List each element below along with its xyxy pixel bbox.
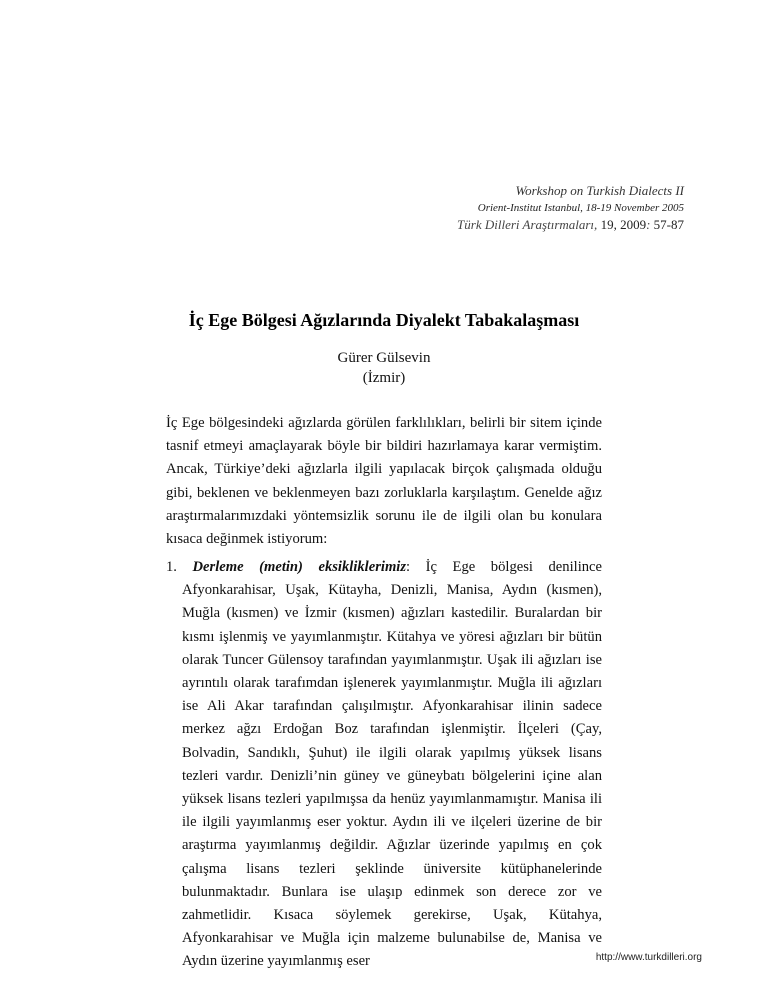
section-1-text — [166, 556, 602, 974]
section-colon: : — [406, 559, 411, 575]
paper-title: İç Ege Bölgesi Ağızlarında Diyalekt Tabakalaşması — [188, 310, 580, 330]
section-1 — [166, 556, 602, 974]
header-venue: Orient-Institut Istanbul, 18-19 November 2005 — [477, 202, 684, 214]
header-journal — [457, 216, 684, 234]
header-workshop: Workshop on Turkish Dialects II — [515, 183, 684, 198]
section-number: 1. — [166, 559, 193, 575]
author-block — [0, 348, 768, 388]
journal-pages: 57-87 — [653, 217, 684, 232]
intro-paragraph: İç Ege bölgesindeki ağızlarda görülen farklılıkları, belirli bir sitem içinde tasnif etmeyi amaçlayarak böyle bir bildiri hazırlamaya karar vermiştim. Ancak, Türkiye’deki ağızlarla ilgili yapılacak birçok çalışmada olduğu gibi, beklenen ve beklenmeyen bazı zorluklarla karşılaştım. Genelde ağız araştırmalarımızdaki yöntemsizlik sorunu ile de ilgili olan bu konulara kısaca değinmek istiyorum: — [166, 415, 602, 548]
journal-separator: : — [646, 217, 654, 232]
section-term: Derleme (metin) eksikliklerimiz — [192, 559, 407, 575]
section-body: İç Ege bölgesi denilince Afyonkarahisar, Uşak, Kütayha, Denizli, Manisa, Aydın (kısmen), Muğla (kısmen) ve İzmir (kısmen) ağızları kastedilir. Buralardan bir kısmı işlenmiş ve yayımlanmıştır. Kütahya ve yöresi ağızları bir bütün olarak Tuncer Gülensoy tarafından yayımlanmıştır. Uşak ili ağızları ise ayrıntılı olarak tarafımdan işlenerek yayımlanmıştır. Muğla ili ağızları ise Ali Akar tarafından çalışılmıştır. Afyonkarahisar ilinin sadece merkez ağzı Erdoğan Boz tarafından işlenmiştir. İlçeleri (Çay, Bolvadin, Sandıklı, Şuhut) ile ilgili olarak yapılmış yüksek lisans tezleri vardır. Denizli’nin güney ve güneybatı bölgelerini içine alan yüksek lisans tezleri yapılmışsa da henüz yayımlanmamıştır. Manisa ili ile ilgili yayımlanmış eser yoktur. Aydın ili ve ilçeleri üzerine de bir araştırma yayımlanmış değildir. Ağızlar üzerinde yapılmış en çok çalışma lisans tezleri şeklinde üniversite kütüphanelerinde bulunmaktadır. Bunlara ise ulaşıp edinmek son derece zor ve zahmetlidir. Kısaca söylemek gerekirse, Uşak, Kütahya, Afyonkarahisar ve Muğla için malzeme bulunabilse de, Manisa ve Aydın üzerine yayımlanmış eser — [182, 559, 602, 970]
journal-name: Türk Dilleri Araştırmaları, — [457, 217, 598, 232]
journal-volume: 19, 2009 — [597, 217, 647, 232]
author-name: Gürer Gülsevin — [337, 350, 431, 366]
author-affiliation: (İzmir) — [362, 370, 406, 386]
running-header — [457, 182, 684, 234]
footer-url[interactable]: http://www.turkdilleri.org — [595, 952, 702, 963]
